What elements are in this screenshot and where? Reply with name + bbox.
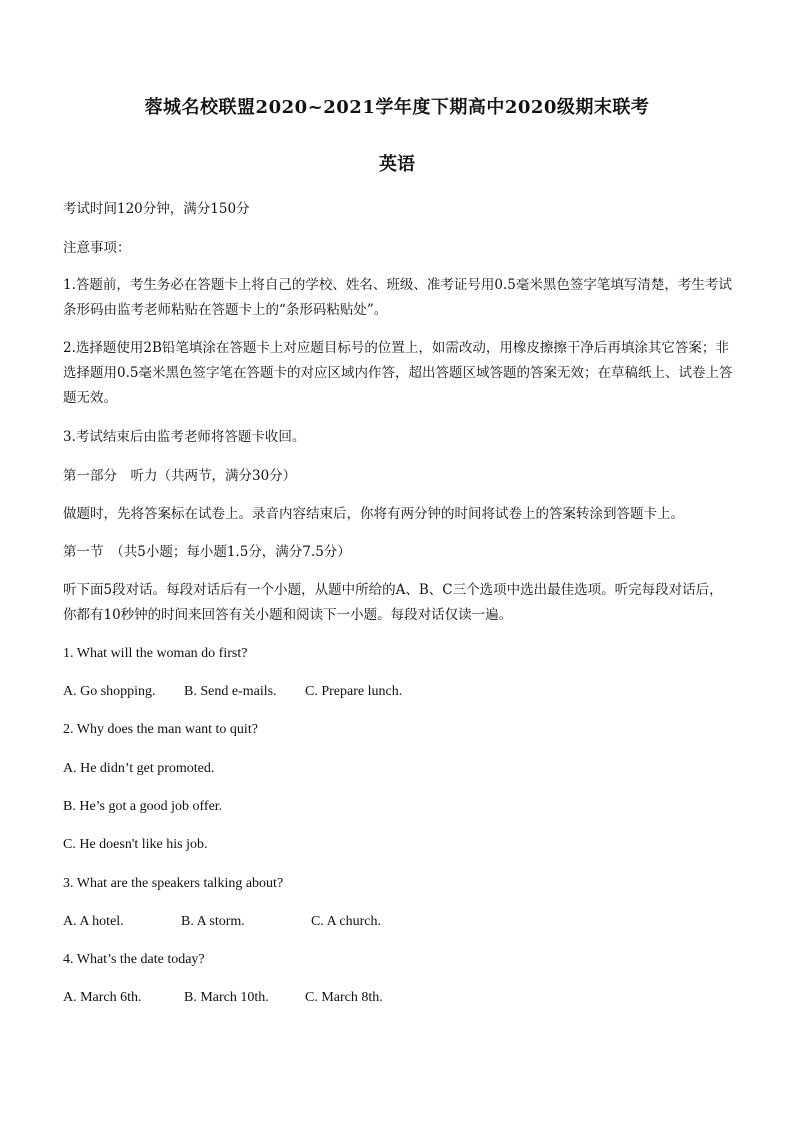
q3-option-c: C. A church. (311, 914, 381, 929)
note-item-1: 1.答题前，考生务必在答题卡上将自己的学校、姓名、班级、准考证号用0.5毫米黑色签字笔填写清楚，考生考试条形码由监考老师粘贴在答题卡上的“条形码粘贴处”。 (63, 277, 732, 318)
q4-option-b: B. March 10th. (184, 990, 269, 1005)
question-3-options (63, 911, 381, 933)
q2-option-b: B. He’s got a good job offer. (63, 799, 223, 814)
note-item-2: 2.选择题使用2B铅笔填涂在答题卡上对应题目标号的位置上，如需改动，用橡皮擦擦干净后再填涂其它答案；非选择题用0.5毫米黑色签字笔在答题卡的对应区域内作答，超出答题区域答题的答案无效；在草稿纸上、试卷上答题无效。 (63, 340, 733, 406)
part1-heading: 第一部分 听力（共两节，满分30分） (63, 468, 297, 484)
question-2-stem: 2. Why does the man want to quit? (63, 722, 258, 737)
question-4-options (63, 987, 383, 1009)
exam-title: 蓉城名校联盟2020~2021学年度下期高中2020级期末联考 (144, 97, 650, 118)
question-3-stem: 3. What are the speakers talking about? (63, 876, 284, 891)
q1-option-b: B. Send e-mails. (184, 684, 277, 699)
notes-heading: 注意事项： (63, 240, 131, 256)
section1-instruction: 听下面5段对话。每段对话后有一个小题，从题中所给的A、B、C三个选项中选出最佳选项。听完每段对话后，你都有10秒钟的时间来回答有关小题和阅读下一小题。每段对话仅读一遍。 (63, 582, 723, 623)
q3-option-b: B. A storm. (181, 914, 245, 929)
exam-info: 考试时间120分钟，满分150分 (63, 201, 250, 217)
subject-title: 英语 (379, 154, 415, 175)
q4-option-a: A. March 6th. (63, 990, 142, 1005)
section1-heading: 第一节 （共5小题；每小题1.5分，满分7.5分） (63, 544, 351, 560)
note-item-3: 3.考试结束后由监考老师将答题卡收回。 (63, 429, 306, 445)
question-4-stem: 4. What’s the date today? (63, 952, 205, 967)
q1-option-c: C. Prepare lunch. (305, 684, 403, 699)
question-1-options (63, 681, 402, 703)
q1-option-a: A. Go shopping. (63, 684, 156, 699)
q4-option-c: C. March 8th. (305, 990, 383, 1005)
q2-option-c: C. He doesn't like his job. (63, 837, 208, 852)
part1-instruction: 做题时，先将答案标在试卷上。录音内容结束后，你将有两分钟的时间将试卷上的答案转涂到答题卡上。 (63, 506, 684, 522)
q2-option-a: A. He didn’t get promoted. (63, 761, 215, 776)
q3-option-a: A. A hotel. (63, 914, 124, 929)
question-1-stem: 1. What will the woman do first? (63, 646, 248, 661)
